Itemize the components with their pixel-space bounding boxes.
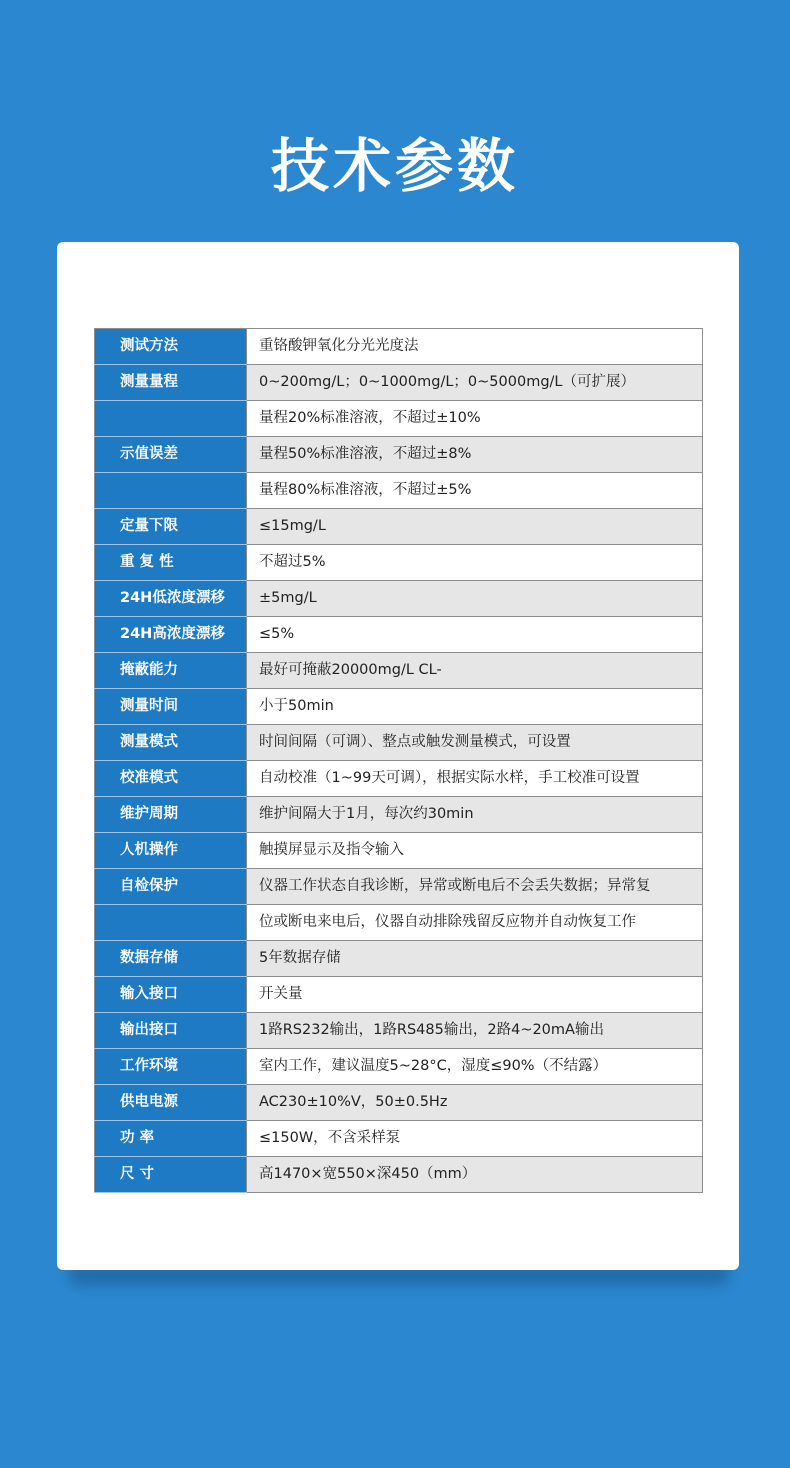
param-label: 工作环境 — [95, 1049, 247, 1085]
param-value: 开关量 — [247, 977, 703, 1013]
param-value: ≤150W，不含采样泵 — [247, 1121, 703, 1157]
param-value: ≤15mg/L — [247, 509, 703, 545]
param-label: 校准模式 — [95, 761, 247, 797]
table-row — [95, 797, 703, 833]
param-label: 测试方法 — [95, 329, 247, 365]
table-row — [95, 1013, 703, 1049]
table-row — [95, 905, 703, 941]
param-label: 重 复 性 — [95, 545, 247, 581]
param-value: 时间间隔（可调）、整点或触发测量模式，可设置 — [247, 725, 703, 761]
param-value: 触摸屏显示及指令输入 — [247, 833, 703, 869]
table-row — [95, 1085, 703, 1121]
spec-table — [94, 328, 703, 1193]
table-row — [95, 1121, 703, 1157]
table-row — [95, 509, 703, 545]
param-label: 示值误差 — [95, 437, 247, 473]
table-row — [95, 329, 703, 365]
param-label: 输出接口 — [95, 1013, 247, 1049]
table-row — [95, 545, 703, 581]
table-row — [95, 617, 703, 653]
param-label — [95, 401, 247, 437]
param-value: 位或断电来电后，仪器自动排除残留反应物并自动恢复工作 — [247, 905, 703, 941]
param-label: 24H低浓度漂移 — [95, 581, 247, 617]
param-label: 自检保护 — [95, 869, 247, 905]
table-row — [95, 653, 703, 689]
param-label: 测量时间 — [95, 689, 247, 725]
param-value: 高1470×宽550×深450（mm） — [247, 1157, 703, 1193]
table-row — [95, 1157, 703, 1193]
param-label: 尺 寸 — [95, 1157, 247, 1193]
param-label: 测量模式 — [95, 725, 247, 761]
param-label: 测量量程 — [95, 365, 247, 401]
table-row — [95, 581, 703, 617]
param-value: 量程20%标准溶液，不超过±10% — [247, 401, 703, 437]
table-row — [95, 833, 703, 869]
table-row — [95, 941, 703, 977]
param-value: 不超过5% — [247, 545, 703, 581]
table-row — [95, 725, 703, 761]
param-value: 仪器工作状态自我诊断，异常或断电后不会丢失数据；异常复 — [247, 869, 703, 905]
table-row — [95, 761, 703, 797]
param-label: 人机操作 — [95, 833, 247, 869]
table-row — [95, 401, 703, 437]
param-label: 维护周期 — [95, 797, 247, 833]
param-label: 24H高浓度漂移 — [95, 617, 247, 653]
table-row — [95, 977, 703, 1013]
table-row — [95, 365, 703, 401]
param-label: 供电电源 — [95, 1085, 247, 1121]
param-value: 1路RS232输出，1路RS485输出，2路4~20mA输出 — [247, 1013, 703, 1049]
param-value: 小于50min — [247, 689, 703, 725]
table-row — [95, 1049, 703, 1085]
param-value: ±5mg/L — [247, 581, 703, 617]
param-value: 自动校准（1~99天可调），根据实际水样，手工校准可设置 — [247, 761, 703, 797]
param-value: 0~200mg/L；0~1000mg/L；0~5000mg/L（可扩展） — [247, 365, 703, 401]
table-row — [95, 473, 703, 509]
param-label — [95, 473, 247, 509]
param-label: 掩蔽能力 — [95, 653, 247, 689]
param-label: 输入接口 — [95, 977, 247, 1013]
table-row — [95, 869, 703, 905]
param-value: 5年数据存储 — [247, 941, 703, 977]
param-value: 量程80%标准溶液，不超过±5% — [247, 473, 703, 509]
param-value: ≤5% — [247, 617, 703, 653]
param-value: AC230±10%V，50±0.5Hz — [247, 1085, 703, 1121]
param-value: 维护间隔大于1月，每次约30min — [247, 797, 703, 833]
table-row — [95, 689, 703, 725]
param-value: 量程50%标准溶液，不超过±8% — [247, 437, 703, 473]
param-value: 重铬酸钾氧化分光光度法 — [247, 329, 703, 365]
param-label: 数据存储 — [95, 941, 247, 977]
param-value: 最好可掩蔽20000mg/L CL- — [247, 653, 703, 689]
table-row — [95, 437, 703, 473]
param-label: 功 率 — [95, 1121, 247, 1157]
param-value: 室内工作，建议温度5~28°C，湿度≤90%（不结露） — [247, 1049, 703, 1085]
spec-table-body — [95, 329, 703, 1193]
param-label — [95, 905, 247, 941]
page-title: 技术参数 — [270, 132, 519, 200]
param-label: 定量下限 — [95, 509, 247, 545]
